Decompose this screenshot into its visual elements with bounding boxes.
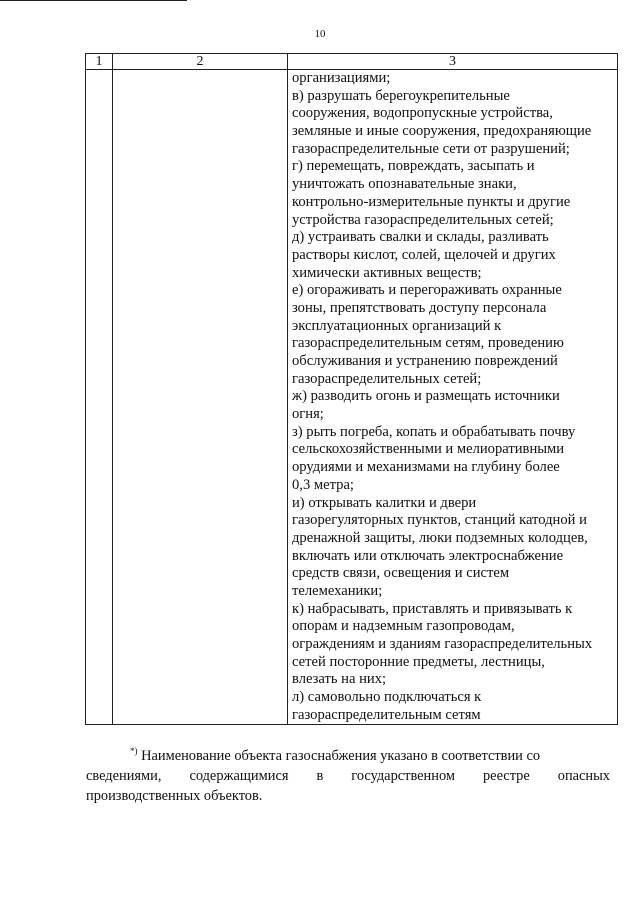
restriction-line: ограждениям и зданиям газораспределительных (292, 636, 593, 652)
restriction-line: орудиями и механизмами на глубину более (292, 459, 560, 476)
footnote (86, 741, 610, 806)
restriction-line: контрольно-измерительные пункты и другие (292, 193, 571, 210)
restriction-line: обслуживания и устранению повреждений (292, 353, 558, 369)
restriction-line: д) устраивать свалки и склады, разливать (292, 229, 549, 246)
restriction-line: огня; (292, 406, 324, 423)
cell-col-3 (288, 70, 618, 725)
restriction-line: сооружения, водопропускные устройства, (292, 105, 553, 122)
restriction-line: газораспределительным сетям, проведению (292, 335, 564, 352)
footnote-marker: *) (130, 746, 138, 756)
restriction-line: опорам и надземным газопроводам, (292, 618, 515, 635)
restriction-line: эксплуатационных организаций к (292, 317, 502, 334)
footnote-line-1-text: Наименование объекта газоснабжения указано в соответствии со (141, 748, 541, 764)
page-number: 10 (314, 28, 326, 40)
restriction-line: к) набрасывать, приставлять и привязывать к (292, 600, 573, 617)
restriction-line: газораспределительным сетям (292, 706, 481, 723)
restriction-line: организациями; (292, 70, 391, 86)
restriction-line: газораспределительных сетей; (292, 370, 482, 387)
table-body-row (86, 70, 618, 725)
header-col-2: 2 (113, 54, 288, 70)
restriction-line: химически активных веществ; (292, 264, 482, 281)
restriction-line: уничтожать опознавательные знаки, (292, 176, 517, 193)
requirements-table (85, 53, 618, 725)
header-col-1: 1 (86, 54, 113, 70)
restriction-line: в) разрушать берегоукрепительные (292, 87, 510, 104)
cell-col-1 (86, 70, 113, 725)
restriction-line: е) огораживать и перегораживать охранные (292, 282, 562, 299)
restriction-line: влезать на них; (292, 671, 387, 688)
footnote-line-2: сведениями, содержащимися в государственном реестре опасных (86, 768, 610, 784)
restrictions-text (292, 70, 614, 724)
restriction-line: земляные и иные сооружения, предохраняющие (292, 123, 592, 140)
restriction-line: средств связи, освещения и систем (292, 565, 510, 582)
restriction-line: включать или отключать электроснабжение (292, 547, 564, 564)
restriction-line: сельскохозяйственными и мелиоративными (292, 441, 565, 458)
restriction-line: сетей посторонние предметы, лестницы, (292, 653, 545, 670)
table-header-row (86, 54, 618, 70)
restriction-line: и) открывать калитки и двери (292, 494, 477, 511)
restriction-line: зоны, препятствовать доступу персонала (292, 299, 547, 316)
restriction-line: газораспределительные сети от разрушений; (292, 140, 570, 157)
header-col-3: 3 (288, 54, 618, 70)
cell-col-2 (113, 70, 288, 725)
restriction-line: телемеханики; (292, 582, 383, 599)
footnote-line-1 (86, 741, 610, 766)
restriction-line: г) перемещать, повреждать, засыпать и (292, 158, 535, 175)
restriction-line: 0,3 метра; (292, 476, 354, 493)
restriction-line: дренажной защиты, люки подземных колодцев, (292, 529, 588, 546)
footnote-line-3: производственных объектов. (86, 788, 263, 804)
restriction-line: з) рыть погреба, копать и обрабатывать почву (292, 423, 576, 440)
top-rule (0, 0, 187, 1)
restriction-line: устройства газораспределительных сетей; (292, 211, 554, 228)
restriction-line: растворы кислот, солей, щелочей и других (292, 246, 556, 263)
restriction-line: ж) разводить огонь и размещать источники (292, 388, 560, 405)
restriction-line: л) самовольно подключаться к (292, 689, 482, 706)
restriction-line: газорегуляторных пунктов, станций катодной и (292, 512, 587, 529)
